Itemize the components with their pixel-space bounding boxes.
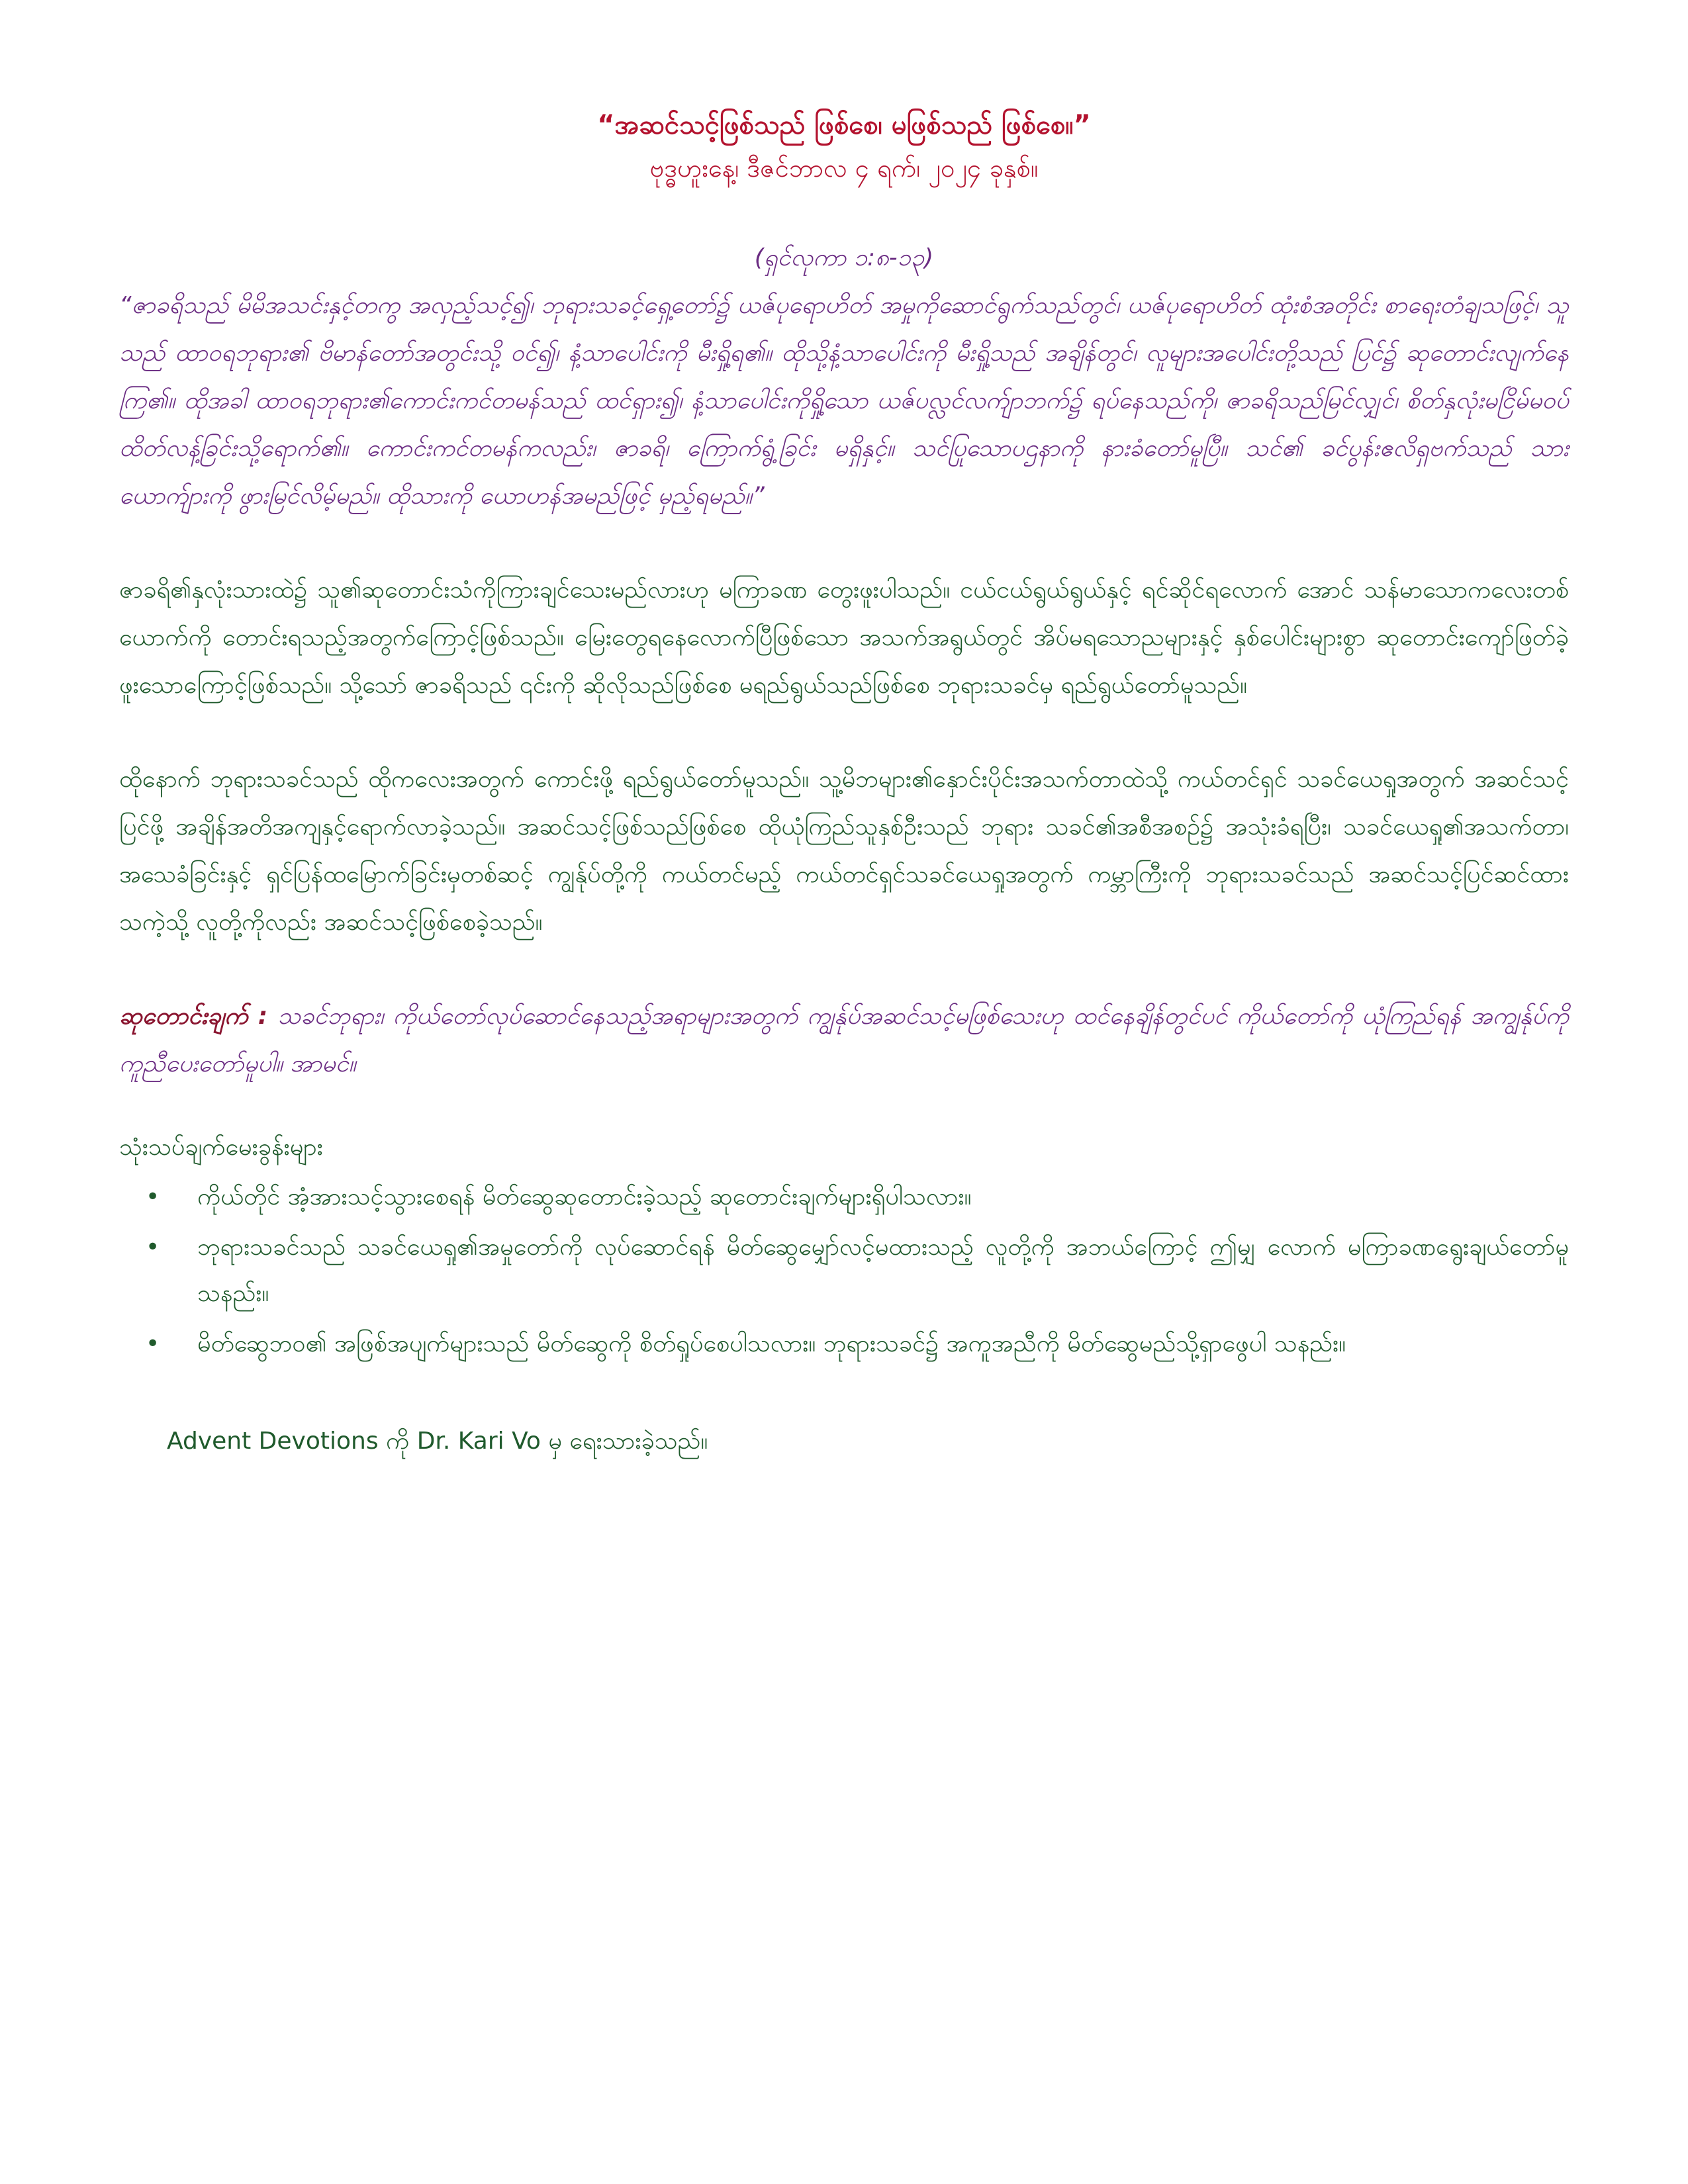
prayer-separator: : xyxy=(248,1003,278,1030)
prayer-label: ဆုတောင်းချက် xyxy=(119,1003,248,1030)
page-title: “အဆင်သင့်ဖြစ်သည် ဖြစ်စေ၊ မဖြစ်သည် ဖြစ်စေ။” xyxy=(597,110,1091,140)
devotion-page xyxy=(119,86,1569,1461)
body-paragraph-2: ထိုနောက် ဘုရားသခင်သည် ထိုကလေးအတွက် ကောင်းဖို့ ရည်ရွယ်တော်မူသည်။ သူ့မိဘများ၏နှောင်းပိုင်းအသက်တာထဲသို့ ကယ်တင်ရှင် သခင်ယေရှုအတွက် အဆင်သင့်ပြင်ဖို့ အချိန်အတိအကျနှင့်ရောက်လာခဲ့သည်။ အဆင်သင့်ဖြစ်သည်ဖြစ်စေ ထိုယုံကြည်သူနှစ်ဦးသည် ဘုရား သခင်၏အစီအစဉ်၌ အသုံးခံရပြီး၊ သခင်ယေရှု၏အသက်တာ၊ အသေခံခြင်းနှင့် ရှင်ပြန်ထမြောက်ခြင်းမှတစ်ဆင့် ကျွန်ုပ်တို့ကို ကယ်တင်မည့် ကယ်တင်ရှင်သခင်ယေရှုအတွက် ကမ္ဘာကြီးကို ဘုရားသခင်သည် အဆင်သင့်ပြင်ဆင်ထားသကဲ့သို့ လူတို့ကိုလည်း အဆင်သင့်ဖြစ်စေခဲ့သည်။ xyxy=(119,766,1569,936)
list-item xyxy=(146,1321,1569,1367)
bullet-icon: • xyxy=(146,1234,160,1261)
prayer-paragraph xyxy=(119,993,1569,1088)
question-text: မိတ်ဆွေဘဝ၏ အဖြစ်အပျက်များသည် မိတ်ဆွေကို စိတ်ရှုပ်စေပါသလား။ ဘုရားသခင်၌ အကူအညီကို မိတ်ဆွေမည်သို့ရှာဖွေပါ သနည်း။ xyxy=(197,1330,1346,1357)
question-text: ကိုယ်တိုင် အံ့အားသင့်သွားစေရန် မိတ်ဆွေဆုတောင်းခဲ့သည့် ဆုတောင်းချက်များရှိပါသလား။ xyxy=(197,1183,972,1210)
bullet-icon: • xyxy=(146,1183,160,1210)
prayer-text: သခင်ဘုရား၊ ကိုယ်တော်လုပ်ဆောင်နေသည့်အရာများအတွက် ကျွန်ုပ်အဆင်သင့်မဖြစ်သေးဟု ထင်နေချိန်တွင်ပင် ကိုယ်တော်ကို ယုံကြည်ရန် အကျွန်ုပ်ကို ကူညီပေးတော်မူပါ။ အာမင်။ xyxy=(119,1003,1569,1077)
list-item xyxy=(146,1224,1569,1317)
devotion-date: ဗုဒ္ဓဟူးနေ့၊ ဒီဇင်ဘာလ ၄ ရက်၊ ၂၀၂၄ ခုနှစ်။ xyxy=(649,154,1039,183)
author-credit: Advent Devotions ကို Dr. Kari Vo မှ ရေးသားခဲ့သည်။ xyxy=(167,1428,708,1455)
questions-list xyxy=(119,1174,1569,1367)
question-text: ဘုရားသခင်သည် သခင်ယေရှု၏အမှုတော်ကို လုပ်ဆောင်ရန် မိတ်ဆွေမျှော်လင့်မထားသည့် လူတို့ကို အဘယ်ကြောင့် ဤမျှ လောက် မကြာခဏရွေးချယ်တော်မူသနည်း။ xyxy=(197,1234,1569,1307)
bullet-icon: • xyxy=(146,1330,160,1357)
body-paragraph-1: ဇာခရိ၏နှလုံးသားထဲ၌ သူ၏ဆုတောင်းသံကိုကြားချင်သေးမည်လားဟု မကြာခဏ တွေးဖူးပါသည်။ ငယ်ငယ်ရွယ်ရွယ်နှင့် ရင်ဆိုင်ရလောက် အောင် သန်မာသောကလေးတစ်ယောက်ကို တောင်းရသည့်အတွက်ကြောင့်ဖြစ်သည်။ မြေးတွေရနေလောက်ပြီဖြစ်သော အသက်အရွယ်တွင် အိပ်မရသောညများနှင့် နှစ်ပေါင်းများစွာ ဆုတောင်းကျော်ဖြတ်ခဲ့ဖူးသောကြောင့်ဖြစ်သည်။ သို့သော် ဇာခရိသည် ၎င်းကို ဆိုလိုသည်ဖြစ်စေ မရည်ရွယ်သည်ဖြစ်စေ ဘုရားသခင်မှ ရည်ရွယ်တော်မူသည်။ xyxy=(119,576,1569,699)
scripture-passage: “ဇာခရိသည် မိမိအသင်းနှင့်တကွ အလှည့်သင့်၍၊ ဘုရားသခင့်ရှေ့တော်၌ ယဇ်ပုရောဟိတ် အမှုကိုဆောင်ရွက်သည်တွင်၊ ယဇ်ပုရောဟိတ် ထုံးစံအတိုင်း စာရေးတံချသဖြင့်၊ သူသည် ထာဝရဘုရား၏ ဗိမာန်တော်အတွင်းသို့ ဝင်၍၊ နံ့သာပေါင်းကို မီးရှို့ရ၏။ ထိုသို့နံ့သာပေါင်းကို မီးရှို့သည် အချိန်တွင်၊ လူများအပေါင်းတို့သည် ပြင်၌ ဆုတောင်းလျက်နေကြ၏။ ထိုအခါ ထာဝရဘုရား၏ကောင်းကင်တမန်သည် ထင်ရှား၍၊ နံ့သာပေါင်းကိုရှို့သော ယဇ်ပလ္လင်လက်ျာဘက်၌ ရပ်နေသည်ကို၊ ဇာခရိသည်မြင်လျှင်၊ စိတ်နှလုံးမငြိမ်မဝပ် ထိတ်လန့်ခြင်းသို့ရောက်၏။ ကောင်းကင်တမန်ကလည်း၊ ဇာခရိ၊ ကြောက်ရွံ့ခြင်း မရှိနှင့်။ သင်ပြုသောပဌနာကို နားခံတော်မူပြီ။ သင်၏ ခင်ပွန်းဧလိရှဗက်သည် သား ယောက်ျားကို ဖွားမြင်လိမ့်မည်။ ထိုသားကို ယောဟန်အမည်ဖြင့် မှည့်ရမည်။” xyxy=(119,292,1569,510)
list-item xyxy=(146,1174,1569,1220)
scripture-reference: (ရှင်လုကာ ၁:၈-၁၃) xyxy=(754,244,934,271)
questions-heading: သုံးသပ်ချက်မေးခွန်းများ xyxy=(119,1134,323,1161)
